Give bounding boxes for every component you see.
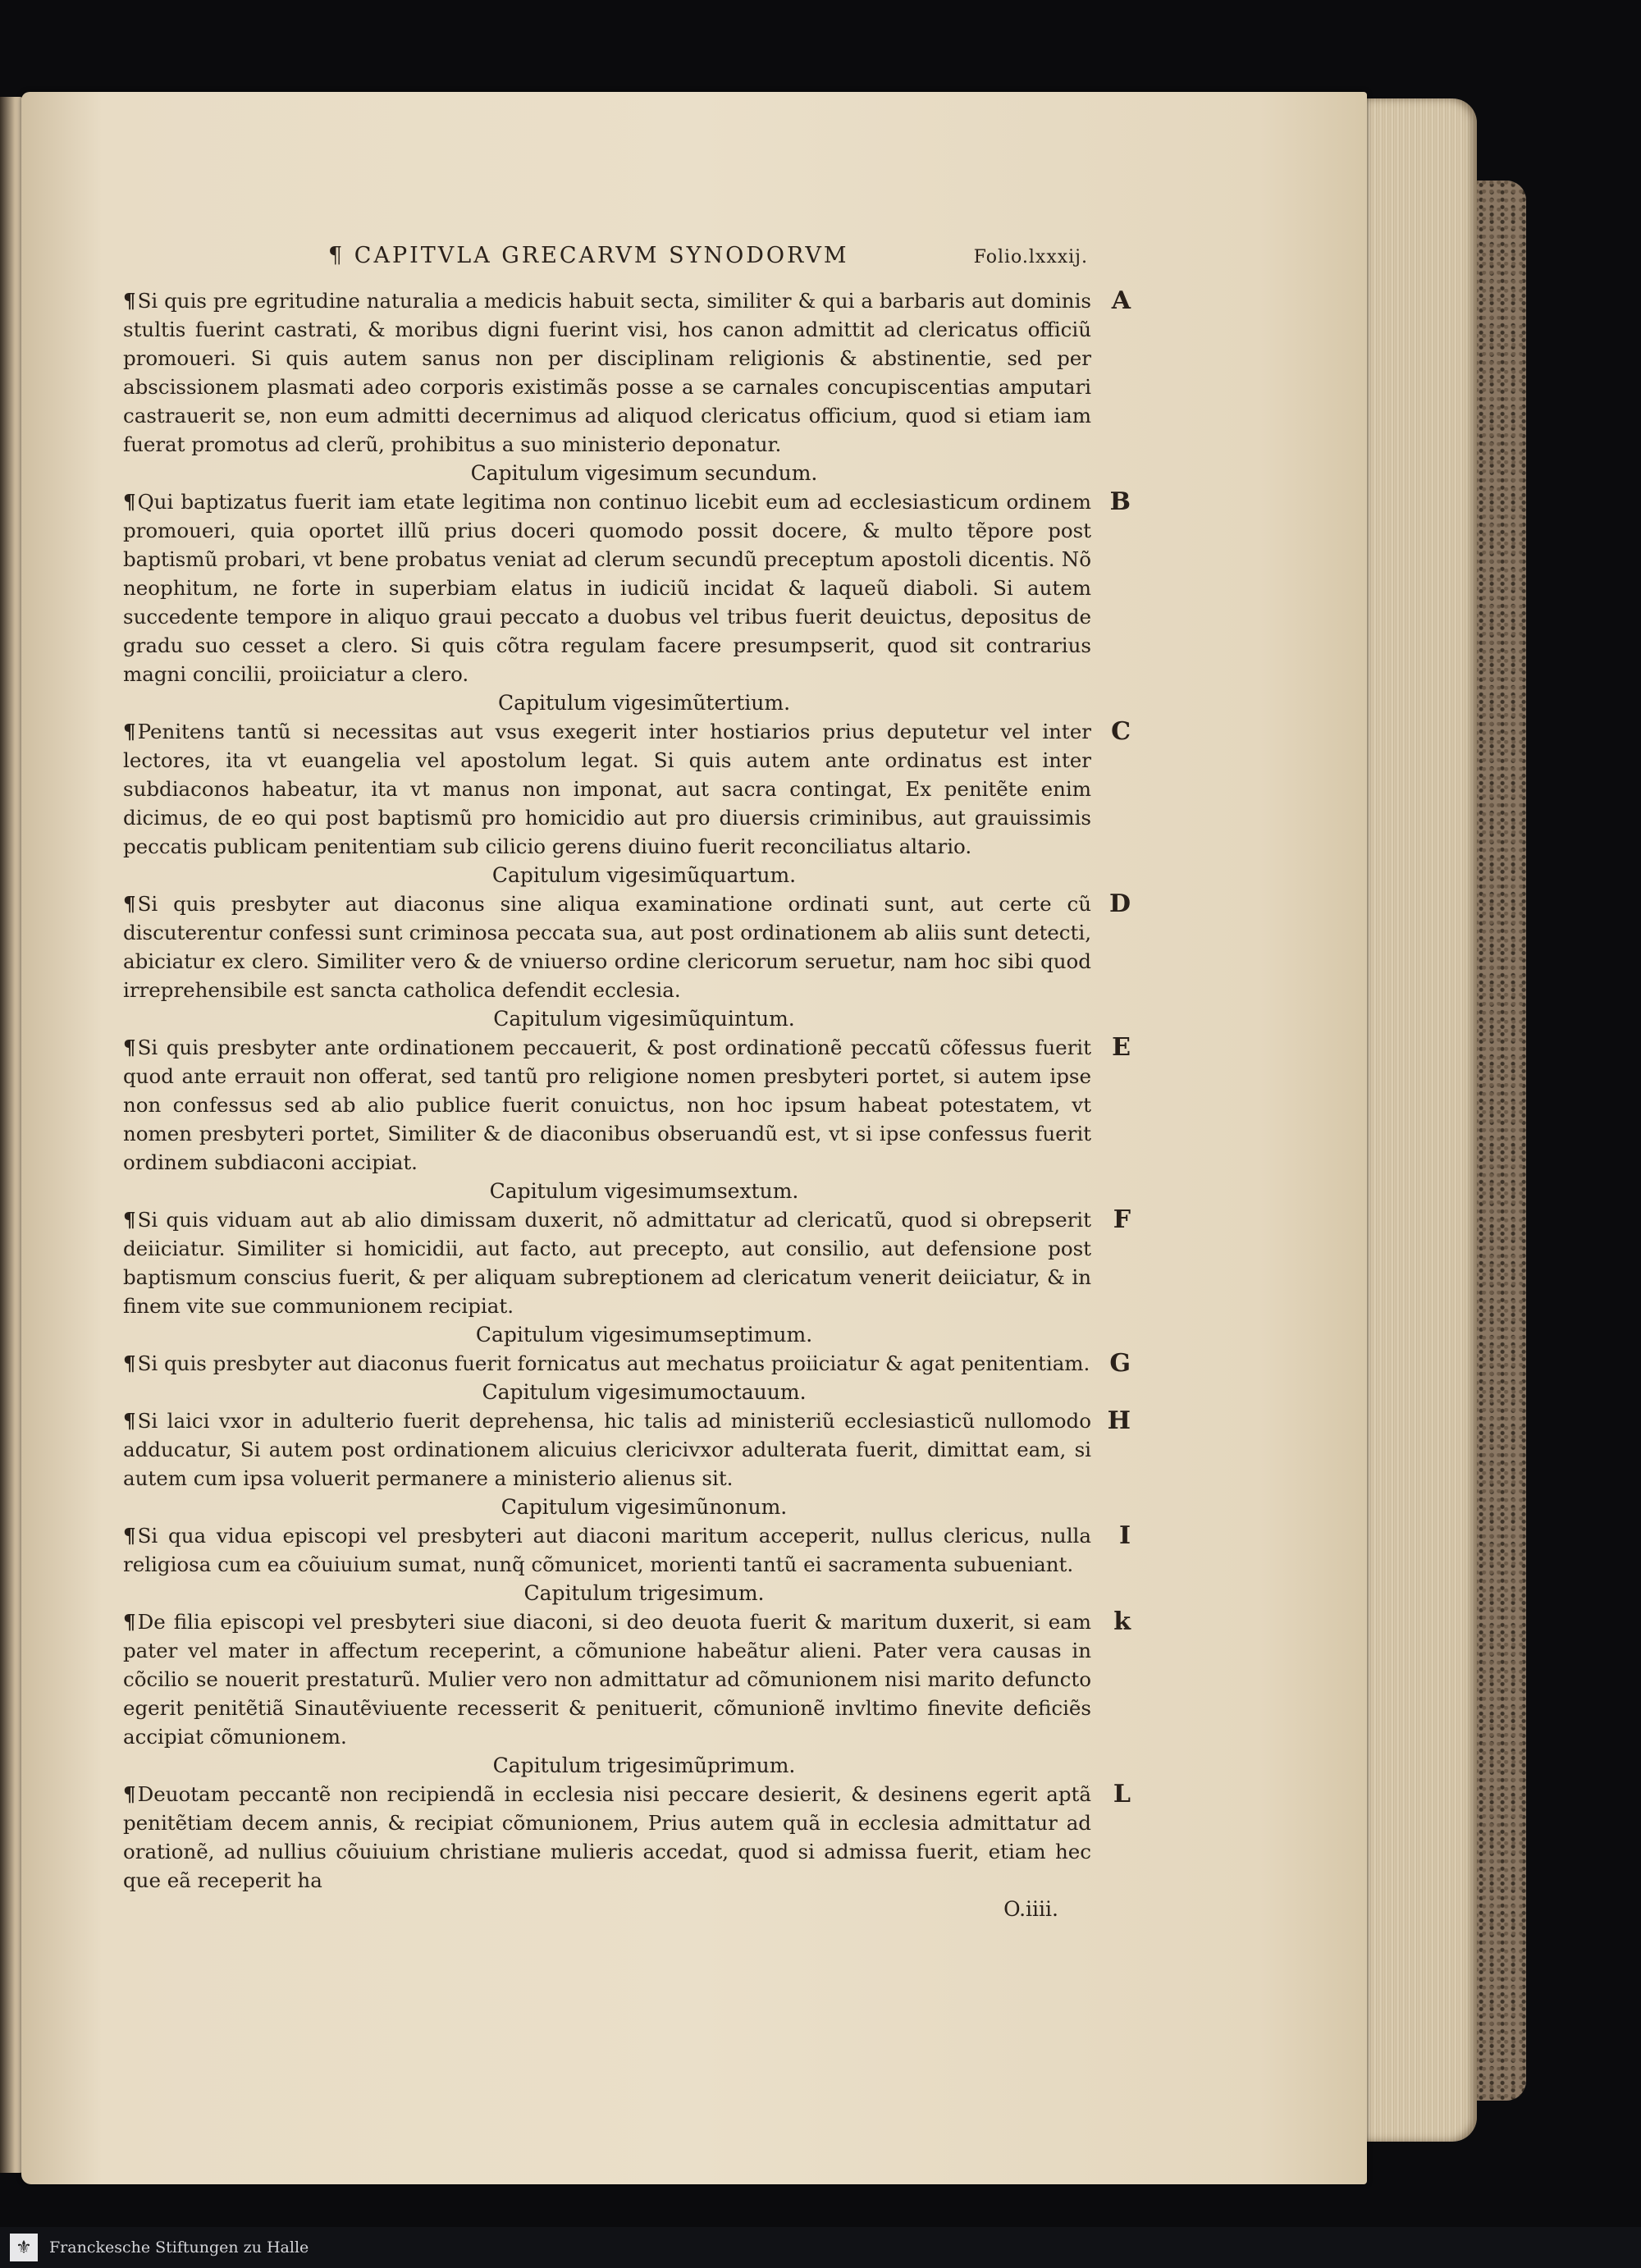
paragraph-text: Qui baptizatus fuerit iam etate legitima non continuo licebit eum ad ecclesiasticum ordinem promoueri, quia oportet illũ prius doceri quomodo possit docere, & multo tẽpore post baptismũ probari, vt bene probatus veniat ad clerum secundũ preceptum apostoli dicentis. Nõ neophitum, ne forte in superbiam elatus in iudiciũ incidat & laqueũ diaboli. Si autem succedente tempore in aliquo graui peccato a duobus vel tribus fuerit deuictus, depositus de gradu suo cesset a clero. Si quis cõtra regulam facere presumpserit, quod sit contrarius magni concilii, proiiciatur a clero. [123,490,1091,686]
margin-letter: G [1109,1349,1131,1378]
pilcrow-icon: ¶ [123,892,136,916]
canon-paragraph [123,286,1131,459]
paragraph-text: Penitens tantũ si necessitas aut vsus exegerit inter hostiarios prius deputetur vel inter lectores, ita vt euangelia vel apostolum legat. Si quis autem ante ordinatus est inter subdiaconos habeatur, ita vt manus non imponat, aut sacra contingat, Ex penitẽte enim dicimus, de eo qui post baptismũ pro homicidio aut pro diuersis criminibus, aut grauissimis peccatis publicam penitentiam sub cilicio gerens diuino fuerit reconciliatus altario. [123,720,1091,858]
margin-letter: H [1107,1406,1131,1435]
pilcrow-icon: ¶ [123,1409,136,1433]
margin-letter: E [1112,1033,1131,1062]
chapter-heading: Capitulum vigesimũtertium. [497,691,791,715]
margin-letter: A [1111,286,1131,315]
paragraph-text: Si quis presbyter aut diaconus fuerit fornicatus aut mechatus proiiciatur & agat penitentiam. [137,1351,1090,1375]
margin-letter: C [1111,717,1131,746]
pilcrow-icon: ¶ [123,490,136,514]
chapter-heading: Capitulum vigesimumoctauum. [482,1380,807,1404]
signature-mark: O.iiii. [1003,1897,1058,1921]
folio-number: Folio.lxxxij. [973,247,1088,267]
seal-icon: ⚜ [10,2234,38,2261]
paragraph-text: Si laici vxor in adulterio fuerit deprehensa, hic talis ad ministeriũ ecclesiasticũ nullomodo adducatur, Si autem post ordinationem alicuius clericivxor adulterata fuerit, dimittat eam, si autem cum ipsa voluerit permanere a ministerio alienus sit. [123,1409,1091,1490]
chapter-heading: Capitulum vigesimumsextum. [489,1179,799,1203]
pilcrow-icon: ¶ [123,1610,136,1634]
margin-letter: F [1113,1205,1131,1234]
canon-paragraph [123,1607,1131,1751]
pilcrow-icon: ¶ [123,1208,136,1232]
margin-letter: D [1108,889,1131,918]
margin-letter: k [1113,1607,1131,1636]
pilcrow-icon: ¶ [123,1036,136,1059]
paragraph-text: Si quis presbyter ante ordinationem peccauerit, & post ordinationẽ peccatũ cõfessus fuerit quod ante errauit non offerat, sed tantũ pro religione nomen presbyteri portet, si autem ipse non confessus sed ab alio publice fuerit conuictus, non hoc ipsum habeat potestatem, vt nomen presbyteri portet, Similiter & de diaconibus obseruandũ est, vt si ipse confessus fuerit ordinem subdiaconi accipiat. [123,1036,1091,1174]
paragraph-text: Si quis viduam aut ab alio dimissam duxerit, nõ admittatur ad clericatũ, quod si obrepserit deiiciatur. Similiter si homicidii, aut facto, aut precepto, aut consilio, aut defensione post baptismum conscius fuerit, & per aliquam subreptionem ad clericatum venerit deiiciatur, & in finem vite sue communionem recipiat. [123,1208,1091,1318]
paragraph-text: De filia episcopi vel presbyteri siue diaconi, si deo deuota fuerit & maritum duxerit, si eam pater vel mater in affectum receperint, a cõmunione habeãtur alieni. Pater vera causas in cõcilio se nouerit prestaturũ. Mulier vero non admittatur ad cõmunionem nisi marito defuncto egerit penitẽtiã Sinautẽviuente recesserit & penituerit, cõmunionẽ invltimo finevite deficiẽs accipiat cõmunionem. [123,1610,1091,1749]
canon-paragraph [123,1033,1131,1177]
pilcrow-icon: ¶ [123,1524,136,1548]
footer-bar [0,2227,1641,2268]
paragraph-text: Si quis pre egritudine naturalia a medicis habuit secta, similiter & qui a barbaris aut dominis stultis fuerint castrati, & moribus digni fuerint visi, hos canon admittit ad clericatus officiũ promoueri. Si quis autem sanus non per disciplinam religionis & abstinentie, sed per abscissionem plasmati adeo corporis existimãs posse a se carnales concupiscentias amputari castrauerit se, non eum admitti decernimus ad aliquod clericatus officium, quod si etiam iam fuerat promotus ad clerũ, prohibitus a suo ministerio deponatur. [123,289,1091,456]
institution-name: Franckesche Stiftungen zu Halle [49,2238,309,2257]
canon-paragraph [123,1349,1131,1378]
margin-letter: L [1113,1780,1131,1808]
running-head-title: ¶ CAPITVLA GRECARVM SYNODORVM [328,243,849,268]
pilcrow-icon: ¶ [123,289,136,313]
pilcrow-icon: ¶ [123,1351,136,1375]
canon-paragraph [123,487,1131,688]
paragraph-text: Deuotam peccantẽ non recipiendã in ecclesia nisi peccare desierit, & desinens egerit aptã penitẽtiam decem annis, & recipiat cõmunionem, Prius autem quã in ecclesia admittatur ad orationẽ, ad nullius cõuiuium christiane mulieris accedat, quod si admissa fuerit, etiam hec que eã receperit ha [123,1782,1091,1892]
pilcrow-icon: ¶ [123,1782,136,1806]
chapter-heading: Capitulum vigesimum secundum. [470,461,818,485]
chapter-heading: Capitulum vigesimumseptimum. [475,1323,813,1347]
canon-paragraph [123,889,1131,1004]
page-stack [1354,98,1477,2142]
canon-paragraph [123,1406,1131,1493]
chapter-heading: Capitulum vigesimũquartum. [491,863,797,887]
margin-letter: B [1109,487,1131,516]
pilcrow-icon: ¶ [123,720,136,743]
paragraph-text: Si qua vidua episcopi vel presbyteri aut diaconi maritum acceperit, nullus clericus, nulla religiosa cum ea cõuiuium sumat, nunq̃ cõmunicet, morienti tantũ ei sacramenta subueniant. [123,1524,1091,1576]
paragraph-list [123,286,1131,1895]
margin-letter: I [1118,1521,1131,1550]
paragraph-text: Si quis presbyter aut diaconus sine aliqua examinatione ordinati sunt, aut certe cũ discuterentur confessi sunt criminosa peccata sua, aut post ordinationem ab aliis sunt detecti, abiciatur ex clero. Similiter vero & de vniuerso ordine clericorum seruetur, nam hoc sibi quod irreprehensibile est sancta catholica defendit ecclesia. [123,892,1091,1002]
chapter-heading: Capitulum trigesimũprimum. [492,1754,796,1777]
chapter-heading: Capitulum trigesimum. [523,1581,765,1605]
chapter-heading: Capitulum vigesimũnonum. [501,1495,788,1519]
canon-paragraph [123,1521,1131,1579]
running-head [328,243,1088,268]
canon-paragraph [123,717,1131,861]
canon-paragraph [123,1205,1131,1320]
chapter-heading: Capitulum vigesimũquintum. [493,1007,795,1031]
pilcrow-icon: ¶ [328,243,345,268]
text-block [123,243,1131,1923]
canon-paragraph [123,1780,1131,1895]
